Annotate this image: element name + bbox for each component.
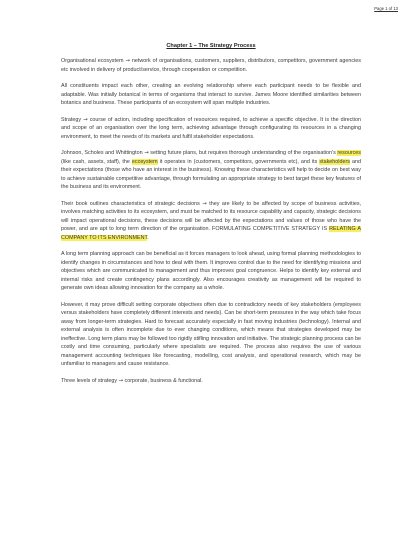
page-number: Page 1 of 13	[374, 6, 398, 11]
right-arrow-icon: →	[202, 200, 207, 207]
highlight-relating-company: RELATING A COMPANY TO ITS ENVIRONMENT	[61, 226, 361, 241]
highlight-ecosystem: ecosystem	[131, 158, 158, 165]
text-run: network of organisations, customers, suppliers, distributors, competitors, government agencies etc involved in delivery of product/service, through cooperation or competition.	[61, 58, 361, 73]
text-run: setting future plans, but requires thorough understanding of the organisation's	[148, 150, 338, 156]
paragraph-constituents: All constituents impact each other, creating an evolving relationship where each participant needs to be flexible and adaptable. Was initially botanical in terms of organisms that interact to survive. James Moore identified similarities between botanics and business. These participants of an ecosystem will span multiple industries.	[61, 83, 361, 106]
right-arrow-icon: →	[118, 377, 124, 384]
right-arrow-icon: →	[125, 58, 130, 64]
paragraph-levels-of-strategy	[61, 377, 361, 386]
paragraph-long-term-planning: A long term planning approach can be beneficial as it forces managers to look ahead, using formal planning methodologies to identify changes in circumstances and how to deal with them. It improves control due to the need for identifying missions and objectives which are communicated to management and thus improves goal congruence. Helps to identify key external and internal risks and create contingency plans accordingly. Also encourages creativity as management will be required to generate own ideas allowing innovation for the company as a whole.	[61, 251, 361, 291]
text-run: Three levels of strategy	[61, 377, 119, 384]
chapter-title: Chapter 1 – The Strategy Process	[166, 43, 256, 49]
paragraph-ecosystem-definition	[61, 57, 361, 74]
text-run: (like cash, assets, staff), the	[61, 158, 132, 165]
page-content	[61, 43, 361, 393]
text-run: they are likely to be affected by scope of business activities, involves matching activities to its ecosystem, and must be matched to its resource capability and capacity, strategic decisions will impact operational decisions, these decisions will be affected by the expectations and values of those who have the power, and are apt to long term direction of the organisation. FORMULATING COMPETITIVE STRATEGY IS	[61, 200, 362, 232]
paragraph-strategy-definition	[61, 116, 361, 142]
highlight-resources: resources	[337, 150, 361, 156]
highlight-stakeholders: stakeholders	[319, 158, 350, 165]
text-run: Johnson, Scholes and Whittington	[61, 150, 145, 156]
right-arrow-icon: →	[144, 150, 149, 156]
text-run: and their expectations (those who have an interest in the business). Knowing these characteristics will help to decide on best way to achieve sustainable competitive advantage, through formulating an appropriate strategy to best target these key features of the business and its environment.	[61, 158, 361, 190]
paragraph-difficulties: However, it may prove difficult setting corporate objectives often due to contradictory needs of key stakeholders (employees versus stakeholders have completely different interests and needs). Can be short-term pressures in the way which take focus away from longer-term strategies. Hard to forecast accurately especially in fast moving industries (technology). Internal and external analysis is often incomplete due to ever changing conditions, which means that strategies developed may be ineffective. Long term plans may be followed too rigidly stifling innovation and initiative. The strategic planning process can be costly and time consuming, particularly where specialists are required. The process also requires the use of various management accounting techniques like forecasting, modelling, cost analysis, and operational research, which may be unfamiliar to managers and cause resistance.	[61, 301, 361, 367]
text-run: it operates in (customers, competitors, governments etc), and its	[157, 158, 320, 165]
text-run: Organisational ecosystem	[61, 58, 126, 64]
right-arrow-icon: →	[83, 116, 88, 123]
paragraph-strategic-decisions	[61, 200, 361, 243]
text-run: .	[147, 234, 149, 241]
text-run: Their book outlines characteristics of strategic decisions	[61, 200, 203, 207]
text-run: course of action, including specification of resources required, to achieve a specific objective. It is the direction and scope of an organisation over the long term, achieving advantage through configurating its resources in a changing environment, to meet the needs of its markets and fulfil stakeholder expectations.	[61, 116, 361, 140]
text-run: corporate, business & functional.	[123, 377, 203, 384]
paragraph-johnson-scholes	[61, 149, 361, 192]
text-run: Strategy	[61, 116, 84, 123]
